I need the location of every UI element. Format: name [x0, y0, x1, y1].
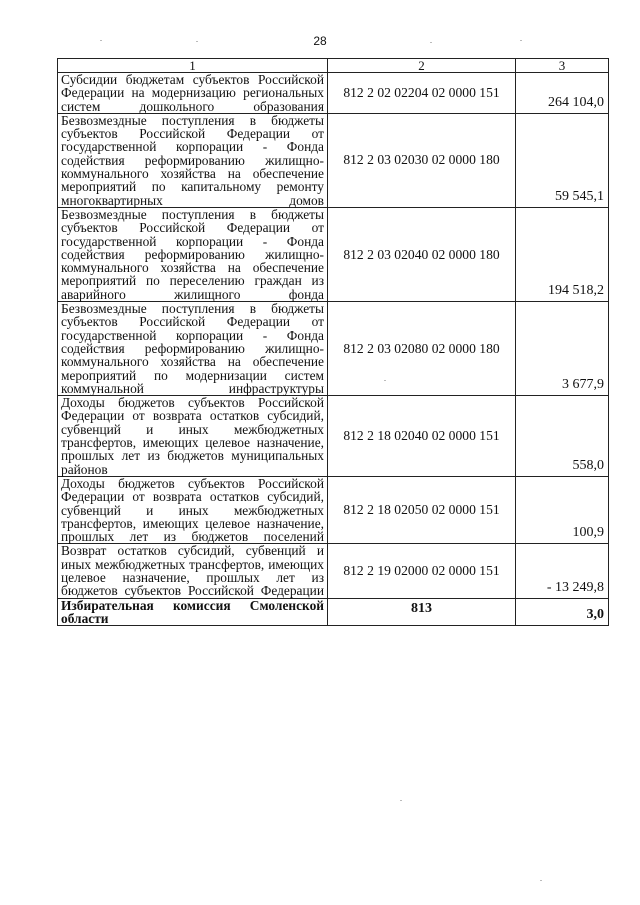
revenue-table	[57, 58, 609, 626]
row-description: Доходы бюджетов субъектов Российской Федерации от возврата остатков субсидий, субвенций и иных межбюджетных трансфертов, имеющих целевое назначение, прошлых лет из бюджетов поселений	[58, 476, 328, 543]
scan-speck	[196, 41, 198, 42]
row-amount: 194 518,2	[516, 207, 609, 301]
scan-speck	[540, 880, 542, 881]
row-code: 812 2 03 02030 02 0000 180	[328, 113, 516, 207]
total-description: Избирательная комиссия Смоленской области	[58, 598, 328, 626]
row-amount: 3 677,9	[516, 302, 609, 396]
row-description: Безвозмездные поступления в бюджеты субъектов Российской Федерации от государственной корпорации - Фонда содействия реформированию жилищно-коммунального хозяйства на обеспечение мероприятий по капитальному ремонту многоквартирных домов	[58, 113, 328, 207]
row-code: 812 2 18 02040 02 0000 151	[328, 396, 516, 477]
scan-speck	[384, 380, 386, 381]
row-code: 812 2 19 02000 02 0000 151	[328, 544, 516, 598]
row-amount: 264 104,0	[516, 73, 609, 114]
row-description: Возврат остатков субсидий, субвенций и иных межбюджетных трансфертов, имеющих целевое назначение, прошлых лет из бюджетов субъектов Российской Федерации	[58, 544, 328, 598]
table-header-row	[58, 59, 609, 73]
table-row	[58, 302, 609, 396]
row-code: 812 2 03 02040 02 0000 180	[328, 207, 516, 301]
total-code: 813	[328, 598, 516, 626]
row-amount: - 13 249,8	[516, 544, 609, 598]
row-description: Доходы бюджетов субъектов Российской Федерации от возврата остатков субсидий, субвенций и иных межбюджетных трансфертов, имеющих целевое назначение, прошлых лет из бюджетов муниципальных районов	[58, 396, 328, 477]
table-row	[58, 207, 609, 301]
table-row	[58, 476, 609, 543]
scan-speck	[430, 42, 432, 43]
column-header-2: 2	[328, 59, 516, 73]
page-number: 28	[313, 34, 327, 48]
row-description: Безвозмездные поступления в бюджеты субъектов Российской Федерации от государственной корпорации - Фонда содействия реформированию жилищно-коммунального хозяйства на обеспечение мероприятий по модернизации систем коммунальной инфраструктуры	[58, 302, 328, 396]
row-code: 812 2 03 02080 02 0000 180	[328, 302, 516, 396]
table-row	[58, 113, 609, 207]
row-amount: 100,9	[516, 476, 609, 543]
column-header-3: 3	[516, 59, 609, 73]
table-row	[58, 544, 609, 598]
table-total-row	[58, 598, 609, 626]
scan-speck	[520, 40, 522, 41]
row-amount: 558,0	[516, 396, 609, 477]
row-amount: 59 545,1	[516, 113, 609, 207]
row-description: Безвозмездные поступления в бюджеты субъектов Российской Федерации от государственной корпорации - Фонда содействия реформированию жилищно-коммунального хозяйства на обеспечение мероприятий по переселению граждан из аварийного жилищного фонда	[58, 207, 328, 301]
total-amount: 3,0	[516, 598, 609, 626]
row-description: Субсидии бюджетам субъектов Российской Федерации на модернизацию региональных систем дошкольного образования	[58, 73, 328, 114]
table-row	[58, 396, 609, 477]
scan-speck	[100, 40, 102, 41]
row-code: 812 2 18 02050 02 0000 151	[328, 476, 516, 543]
scan-speck	[400, 800, 402, 801]
row-code: 812 2 02 02204 02 0000 151	[328, 73, 516, 114]
column-header-1: 1	[58, 59, 328, 73]
table-row	[58, 73, 609, 114]
